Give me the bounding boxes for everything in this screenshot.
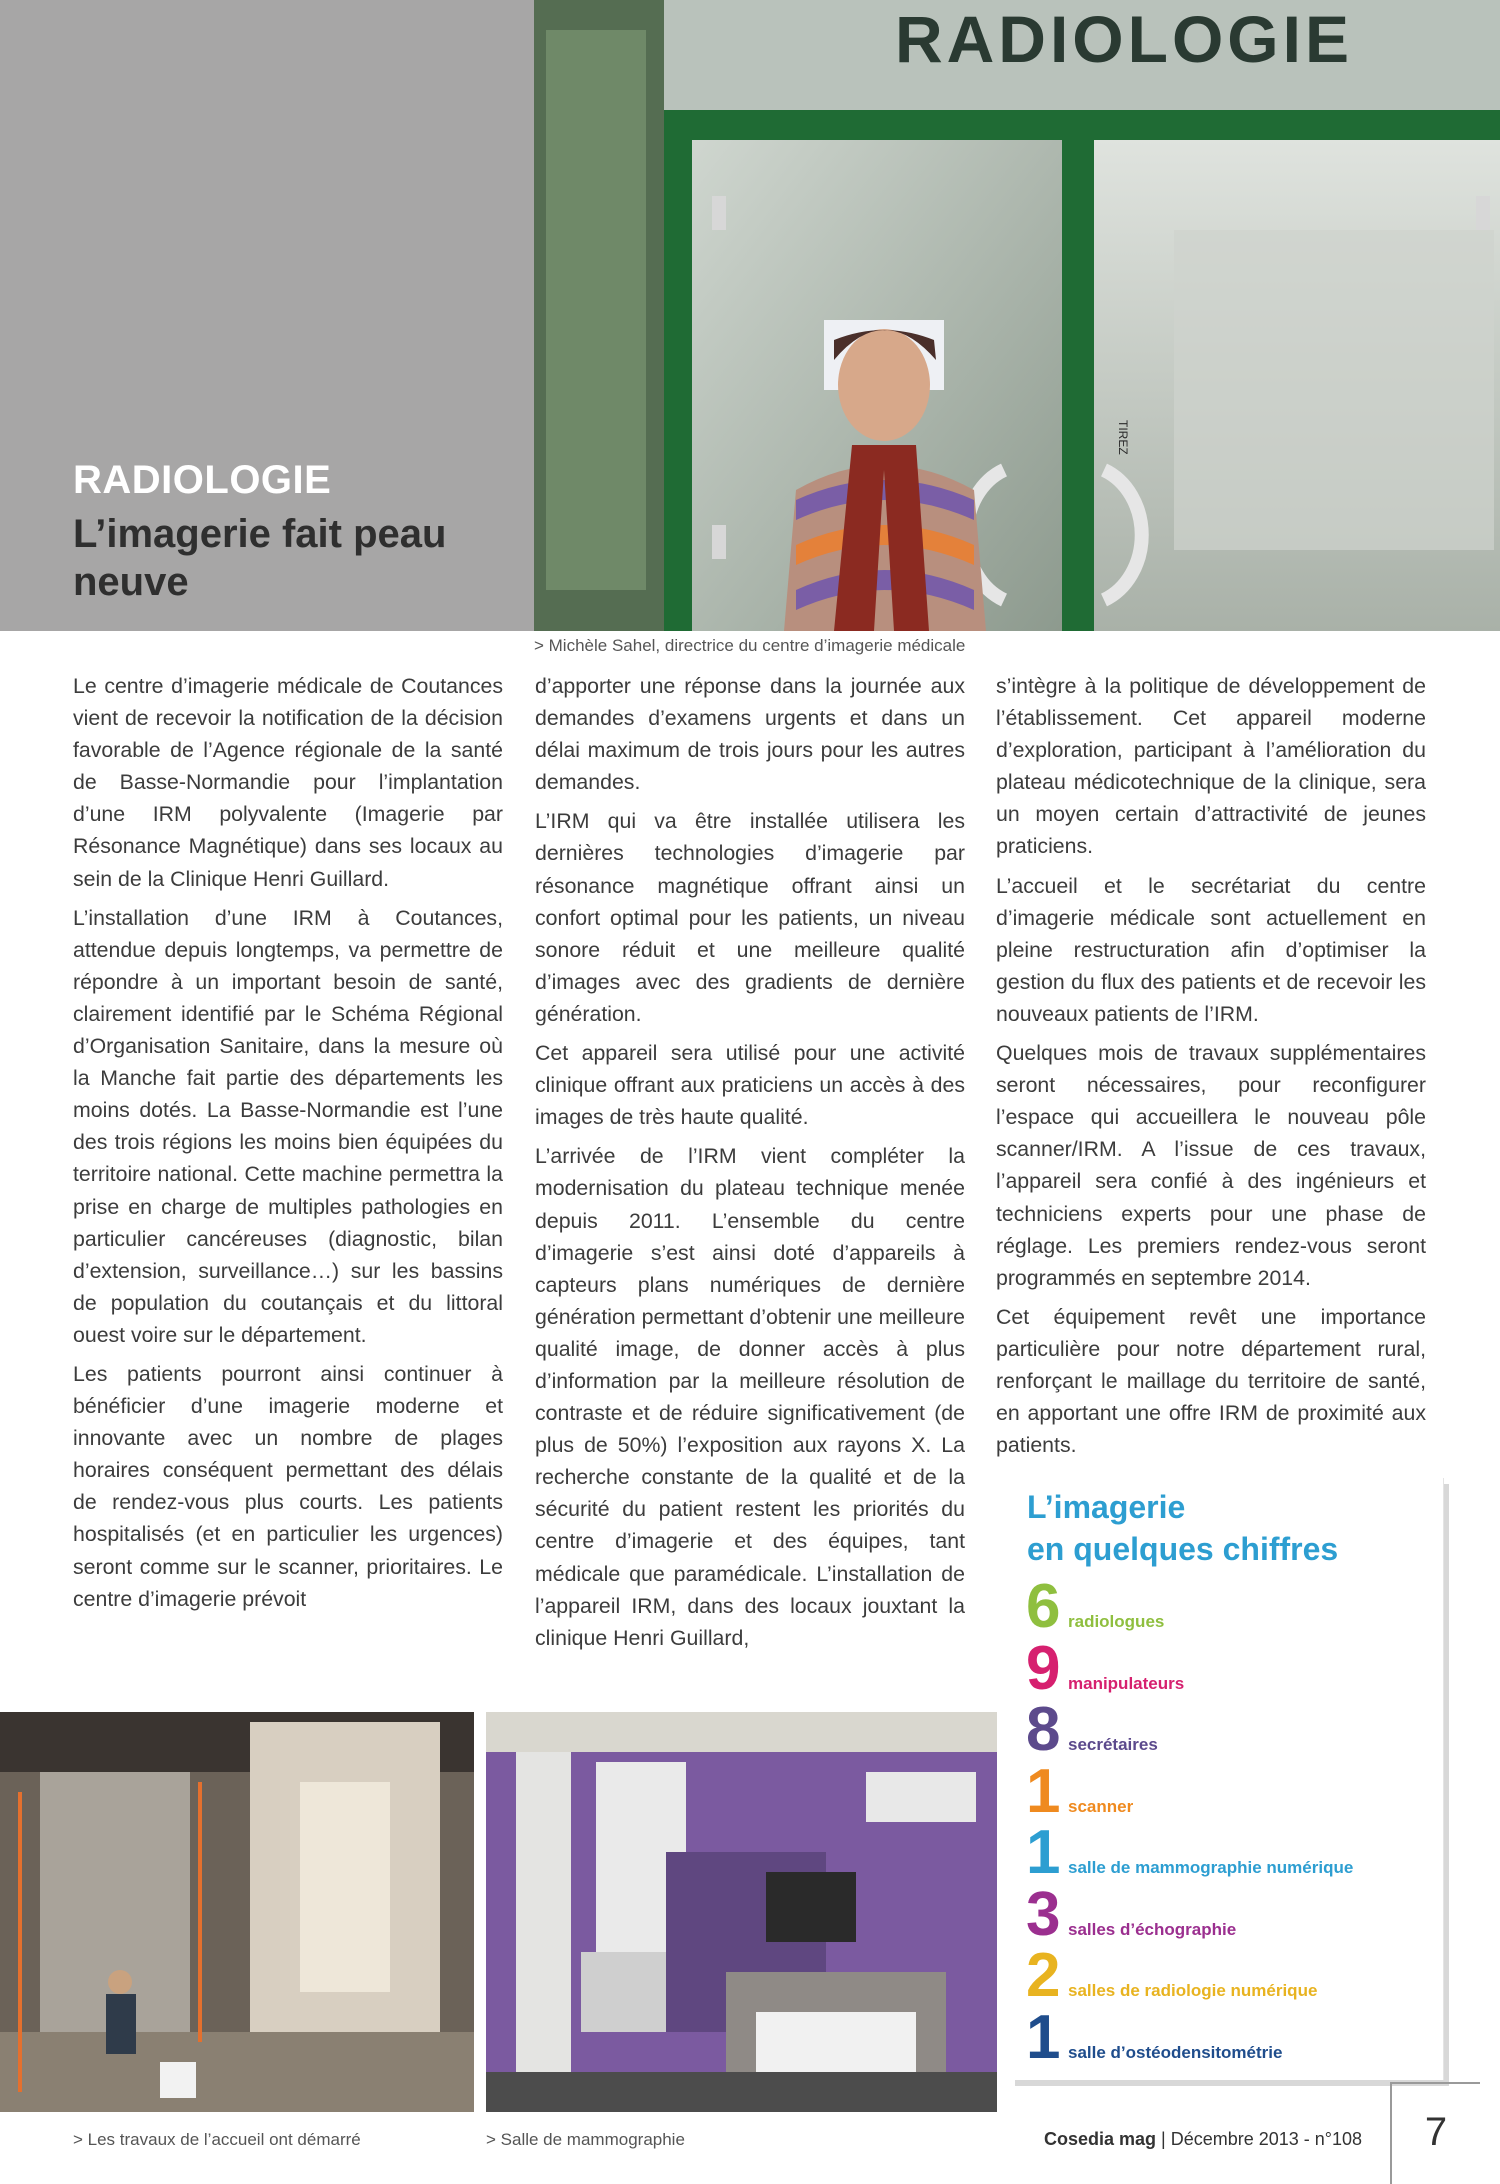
key-figure-number: 1 (1026, 1818, 1061, 1887)
paragraph: Cet équipement revêt une importance particulière pour notre département rural, renforçant le maillage du territoire de santé, en apportant une offre IRM de proximité aux patients. (996, 1304, 1426, 1458)
key-figure-label: salles de radiologie numérique (1068, 1981, 1318, 2000)
paragraph: Le centre d’imagerie médicale de Coutances vient de recevoir la notification de la décision favorable de l’Agence régionale de la santé de Basse-Normandie pour l’implantation d’une IRM polyvalente (Imagerie par Résonance Magnétique) dans ses locaux au sein de la Clinique Henri Guillard. (73, 674, 503, 891)
key-figure-number: 9 (1026, 1633, 1061, 1703)
paragraph: L’installation d’une IRM à Coutances, attendue depuis longtemps, va permettre de répondre à un important besoin de santé, clairement identifié par le Schéma Régional d’Organisation Sanitaire, dans la mesure où la Manche fait partie des départements les moins dotés. La Basse-Normandie est l’une des trois régions les moins bien équipées du territoire national. Cette machine permettra la prise en charge de multiples pathologies en particulier cancéreuses (diagnostic, bilan d’extension, surveillance…) sur les bassins de population du coutançais et du littoral ouest voire sur le département. (73, 905, 503, 1347)
key-figure-label: manipulateurs (1068, 1673, 1185, 1693)
footer-magazine (1044, 2129, 1362, 2150)
key-figure-number: 8 (1026, 1695, 1061, 1764)
page-number: 7 (1390, 2082, 1480, 2184)
door-label: TIREZ (1116, 420, 1130, 455)
paragraph: Quelques mois de travaux supplémentaires seront nécessaires, pour reconfigurer l’espace qui accueillera le nouveau pôle scanner/IRM. A l’issue de ces travaux, l’appareil sera confié à des ingénieurs et techniciens experts pour une phase de réglage. Les premiers rendez-vous seront programmés en septembre 2014. (996, 1041, 1426, 1290)
paragraph: L’IRM qui va être installée utilisera les dernières technologies d’imagerie par résonance magnétique offrant ainsi un confort optimal pour les patients, un niveau sonore réduit et une meilleure qualité d’images avec des gradients de dernière génération. (535, 809, 965, 1026)
article-column-2 (535, 670, 965, 1690)
key-figure-row (1026, 1756, 1436, 1826)
key-figure-number: 1 (1026, 2002, 1061, 2072)
construction-illustration (0, 1712, 474, 2112)
key-figures-box (1010, 1478, 1444, 2080)
key-figure-number: 2 (1026, 1941, 1061, 2010)
paragraph: L’accueil et le secrétariat du centre d’imagerie médicale sont actuellement en pleine restructuration afin d’optimiser la gestion du flux des patients et de recevoir les nouveaux patients de l’IRM. (996, 873, 1426, 1026)
key-figure-row (1026, 1572, 1436, 1641)
paragraph: Les patients pourront ainsi continuer à bénéficier d’une imagerie moderne et innovante avec un nombre de plages horaires conséquent permettant des délais de rendez-vous plus courts. Les patients hospitalisés (et en particulier les urgences) seront comme sur le scanner, prioritaires. Le centre d’imagerie prévoit (73, 1361, 503, 1611)
mammography-room-illustration (486, 1712, 997, 2112)
radiology-entrance-illustration (534, 0, 1500, 631)
key-figures-title-line1: L’imagerie (1027, 1489, 1186, 1525)
works-photo-caption: > Les travaux de l’accueil ont démarré (73, 2130, 361, 2149)
issue-info: | Décembre 2013 - n°108 (1156, 2129, 1363, 2149)
key-figure-row (1026, 1818, 1436, 1887)
mammography-photo-caption: > Salle de mammographie (486, 2130, 685, 2149)
section-kicker: RADIOLOGIE (73, 458, 332, 502)
key-figure-number: 3 (1026, 1879, 1061, 1949)
paragraph: Cet appareil sera utilisé pour une activité clinique offrant aux praticiens un accès à des images de très haute qualité. (535, 1041, 965, 1130)
page-title: L’imagerie fait peau neuve (73, 512, 447, 604)
works-photo (0, 1712, 474, 2112)
key-figures-title (1027, 1486, 1437, 1570)
key-figure-label: scanner (1068, 1796, 1134, 1816)
key-figure-label: salle de mammographie numérique (1068, 1858, 1354, 1877)
paragraph: L’arrivée de l’IRM vient compléter la modernisation du plateau technique menée depuis 2011. L’ensemble du centre d’imagerie s’est ainsi doté d’appareils à capteurs plans numériques de dernière génération permettant d’obtenir une meilleure qualité image, de donner accès à plus d’information par la meilleure résolution de contraste et de réduire significativement (de plus de 50%) l’exposition aux rayons X. La recherche constante de la qualité et de la sécurité du patient restent les priorités du centre d’imagerie et des équipes, tant médicale que paramédicale. L’installation de l’appareil IRM, dans des locaux jouxtant la clinique Henri Guillard, (535, 1144, 965, 1650)
key-figure-label: salle d’ostéodensitométrie (1068, 2042, 1283, 2062)
key-figure-number: 1 (1026, 1756, 1061, 1826)
key-figure-number: 6 (1026, 1572, 1061, 1641)
key-figure-row (1026, 1941, 1436, 2010)
key-figures-title-line2: en quelques chiffres (1027, 1531, 1339, 1567)
title-block (0, 0, 534, 631)
key-figure-label: salles d’échographie (1068, 1919, 1237, 1939)
paragraph: d’apporter une réponse dans la journée aux demandes d’examens urgents et dans un délai maximum de trois jours pour les autres demandes. (535, 674, 965, 795)
article-column-1 (73, 670, 503, 1690)
mammography-photo (486, 1712, 997, 2112)
key-figure-row (1026, 1633, 1436, 1703)
key-figure-row (1026, 1879, 1436, 1949)
radiologie-sign: RADIOLOGIE (894, 2, 1354, 76)
key-figure-label: radiologues (1068, 1612, 1165, 1631)
key-figure-label: secrétaires (1068, 1735, 1158, 1754)
key-figure-row (1026, 1695, 1436, 1764)
main-photo-caption: > Michèle Sahel, directrice du centre d’imagerie médicale (534, 636, 966, 655)
key-figure-row (1026, 2002, 1436, 2072)
paragraph: s’intègre à la politique de développement de l’établissement. Cet appareil moderne d’exploration, participant à l’amélioration du plateau médicotechnique de la clinique, sera un moyen certain d’attractivité de jeunes praticiens. (996, 674, 1426, 859)
article-column-3 (996, 670, 1426, 1460)
magazine-name: Cosedia mag (1044, 2129, 1157, 2149)
main-photo (534, 0, 1500, 631)
